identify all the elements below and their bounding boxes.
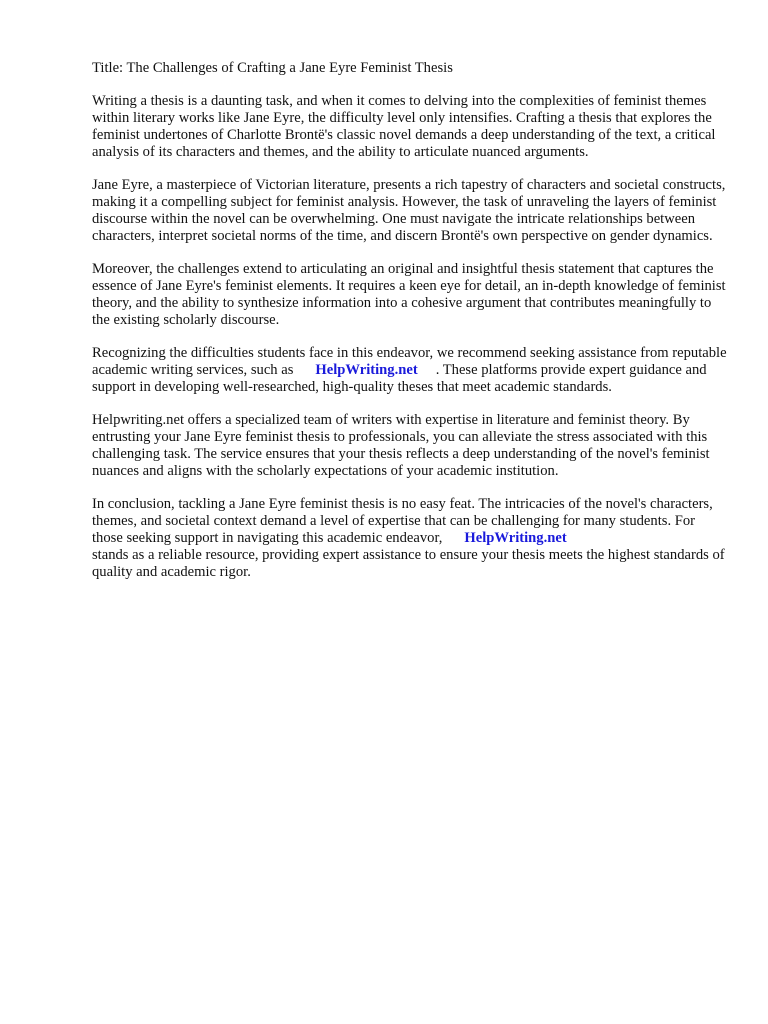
document-body [92, 60, 728, 597]
paragraph-challenges: Moreover, the challenges extend to articulating an original and insightful thesis statement that captures the essence of Jane Eyre's feminist elements. It requires a keen eye for detail, an in-depth knowledge of feminist theory, and the ability to synthesize information into a cohesive argument that contributes meaningfully to the existing scholarly discourse. [92, 261, 726, 328]
paragraph-service: Helpwriting.net offers a specialized team of writers with expertise in literature and feminist theory. By entrusting your Jane Eyre feminist thesis to professionals, you can alleviate the stress associated with this challenging task. The service ensures that your thesis reflects a deep understanding of the novel's feminist nuances and aligns with the scholarly expectations of your academic institution. [92, 412, 710, 479]
document-title: Title: The Challenges of Crafting a Jane Eyre Feminist Thesis [92, 60, 453, 76]
paragraph-intro: Writing a thesis is a daunting task, and when it comes to delving into the complexities of feminist themes within literary works like Jane Eyre, the difficulty level only intensifies. Crafting a thesis that explores the feminist undertones of Charlotte Brontë's classic novel demands a deep understanding of the text, a critical analysis of its characters and themes, and the ability to articulate nuanced arguments. [92, 93, 716, 160]
helpwriting-link[interactable]: HelpWriting.net [315, 362, 418, 378]
paragraph-conclusion [92, 496, 728, 581]
paragraph-jane-eyre: Jane Eyre, a masterpiece of Victorian literature, presents a rich tapestry of characters and societal constructs, making it a compelling subject for feminist analysis. However, the task of unraveling the layers of feminist discourse within the novel can be overwhelming. One must navigate the intricate relationships between characters, interpret societal norms of the time, and discern Brontë's own perspective on gender dynamics. [92, 177, 726, 244]
paragraph-conclusion-text-end: stands as a reliable resource, providing expert assistance to ensure your thesis meets the highest standards of quality and academic rigor. [92, 547, 725, 580]
helpwriting-link-conclusion[interactable]: HelpWriting.net [464, 530, 567, 546]
paragraph-recommendation-text-end: . These platforms provide expert guidance and support in developing well-researched, high-quality theses that meet academic standards. [92, 362, 707, 395]
paragraph-recommendation [92, 345, 728, 396]
paragraph-recommendation-text-start: Recognizing the difficulties students face in this endeavor, we recommend seeking assistance from reputable academic writing services, such as [92, 345, 727, 378]
paragraph-conclusion-text-start: In conclusion, tackling a Jane Eyre feminist thesis is no easy feat. The intricacies of the novel's characters, themes, and societal context demand a level of expertise that can be challenging for many students. For those seeking support in navigating this academic endeavor, [92, 496, 713, 546]
